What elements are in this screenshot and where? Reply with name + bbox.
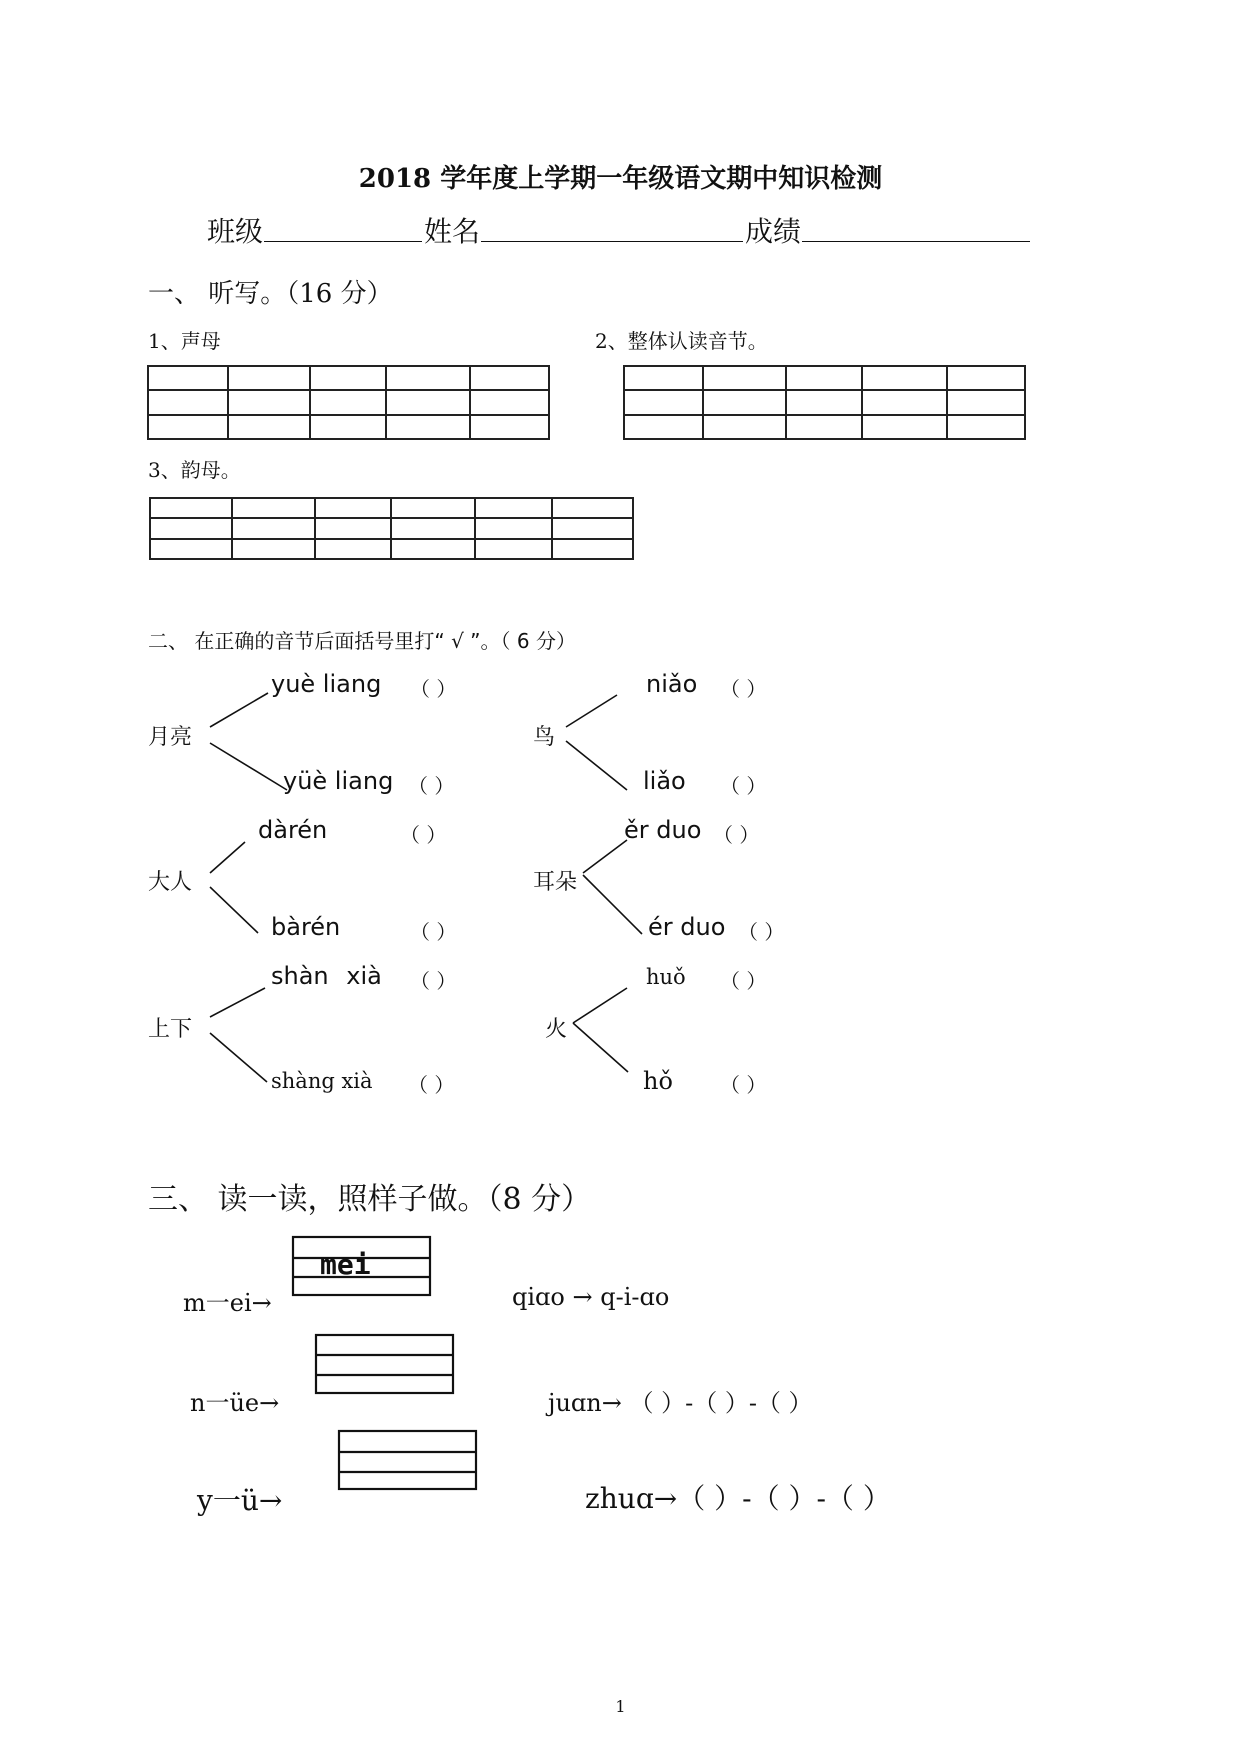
word-yueliang: 月亮 bbox=[148, 725, 193, 750]
pinyin-option: yüè liang bbox=[283, 767, 394, 795]
page-number: 1 bbox=[615, 1697, 626, 1716]
spell-row-nue: n一üe→ bbox=[190, 1389, 280, 1417]
answer-paren[interactable]: （ ） bbox=[408, 774, 455, 798]
pinyin-option: shàng xià bbox=[271, 1069, 373, 1093]
pinyin-grid-initials[interactable] bbox=[148, 366, 549, 439]
word-huo: 火 bbox=[545, 1017, 568, 1042]
pinyin-option: liǎo bbox=[643, 767, 686, 795]
class-label: 班级 bbox=[207, 215, 264, 248]
section1-sub-initials: 1、声母 bbox=[148, 329, 221, 353]
answer-paren[interactable]: （ ） bbox=[408, 1073, 455, 1097]
section3-heading: 三、 读一读，照样子做。（8 分） bbox=[148, 1182, 592, 1217]
answer-paren[interactable]: （ ） bbox=[713, 823, 760, 847]
answer-paren[interactable]: （ ） bbox=[720, 1073, 767, 1097]
word-shangxia: 上下 bbox=[148, 1017, 193, 1042]
split-row-juan[interactable]: juɑn→ （ ）-（ ）-（ ） bbox=[548, 1389, 813, 1417]
pinyin-option: dàrén bbox=[258, 816, 328, 844]
pinyin-option: bàrén bbox=[271, 913, 341, 941]
page-title: 2018 学年度上学期一年级语文期中知识检测 bbox=[358, 164, 883, 194]
pinyin-option: ér duo bbox=[648, 913, 726, 941]
section1-heading: 一、 听写。（16 分） bbox=[148, 279, 393, 309]
pinyin-grid-syllables[interactable] bbox=[624, 366, 1025, 439]
answer-paren[interactable]: （ ） bbox=[410, 969, 457, 993]
answer-paren[interactable]: （ ） bbox=[720, 677, 767, 701]
connector-lines bbox=[210, 693, 642, 1082]
answer-paren[interactable]: （ ） bbox=[720, 774, 767, 798]
split-row-zhua[interactable]: zhuɑ→（ ）-（ ）-（ ） bbox=[585, 1482, 891, 1515]
spell-row-yu: y一ü→ bbox=[197, 1484, 283, 1517]
word-niao: 鸟 bbox=[533, 725, 556, 750]
answer-paren[interactable]: （ ） bbox=[410, 920, 457, 944]
pinyin-option: hǒ bbox=[643, 1067, 673, 1095]
section1-sub-syllables: 2、整体认读音节。 bbox=[595, 329, 768, 353]
section1-sub-finals: 3、韵母。 bbox=[148, 458, 241, 482]
answer-paren[interactable]: （ ） bbox=[410, 677, 457, 701]
word-daren: 大人 bbox=[148, 870, 193, 895]
box-answer-mei: mei bbox=[320, 1248, 371, 1281]
answer-paren[interactable]: （ ） bbox=[720, 969, 767, 993]
section2-heading: 二、 在正确的音节后面括号里打“ √ ”。（ 6 分） bbox=[148, 629, 576, 653]
answer-paren[interactable]: （ ） bbox=[400, 823, 447, 847]
pinyin-option: huǒ bbox=[646, 965, 686, 989]
answer-paren[interactable]: （ ） bbox=[738, 920, 785, 944]
pinyin-option: shàn xià bbox=[271, 962, 382, 990]
name-label: 姓名 bbox=[424, 215, 481, 248]
pinyin-option: yuè liang bbox=[271, 670, 382, 698]
spell-row-mei: m一ei→ bbox=[183, 1289, 272, 1317]
pinyin-option: niǎo bbox=[646, 670, 698, 698]
score-label: 成绩 bbox=[745, 215, 802, 248]
pinyin-option: ěr duo bbox=[624, 816, 702, 844]
split-example-qiao: qiɑo → q-i-ɑo bbox=[512, 1283, 670, 1311]
word-erduo: 耳朵 bbox=[533, 870, 578, 895]
pinyin-grid-finals[interactable] bbox=[150, 498, 633, 559]
